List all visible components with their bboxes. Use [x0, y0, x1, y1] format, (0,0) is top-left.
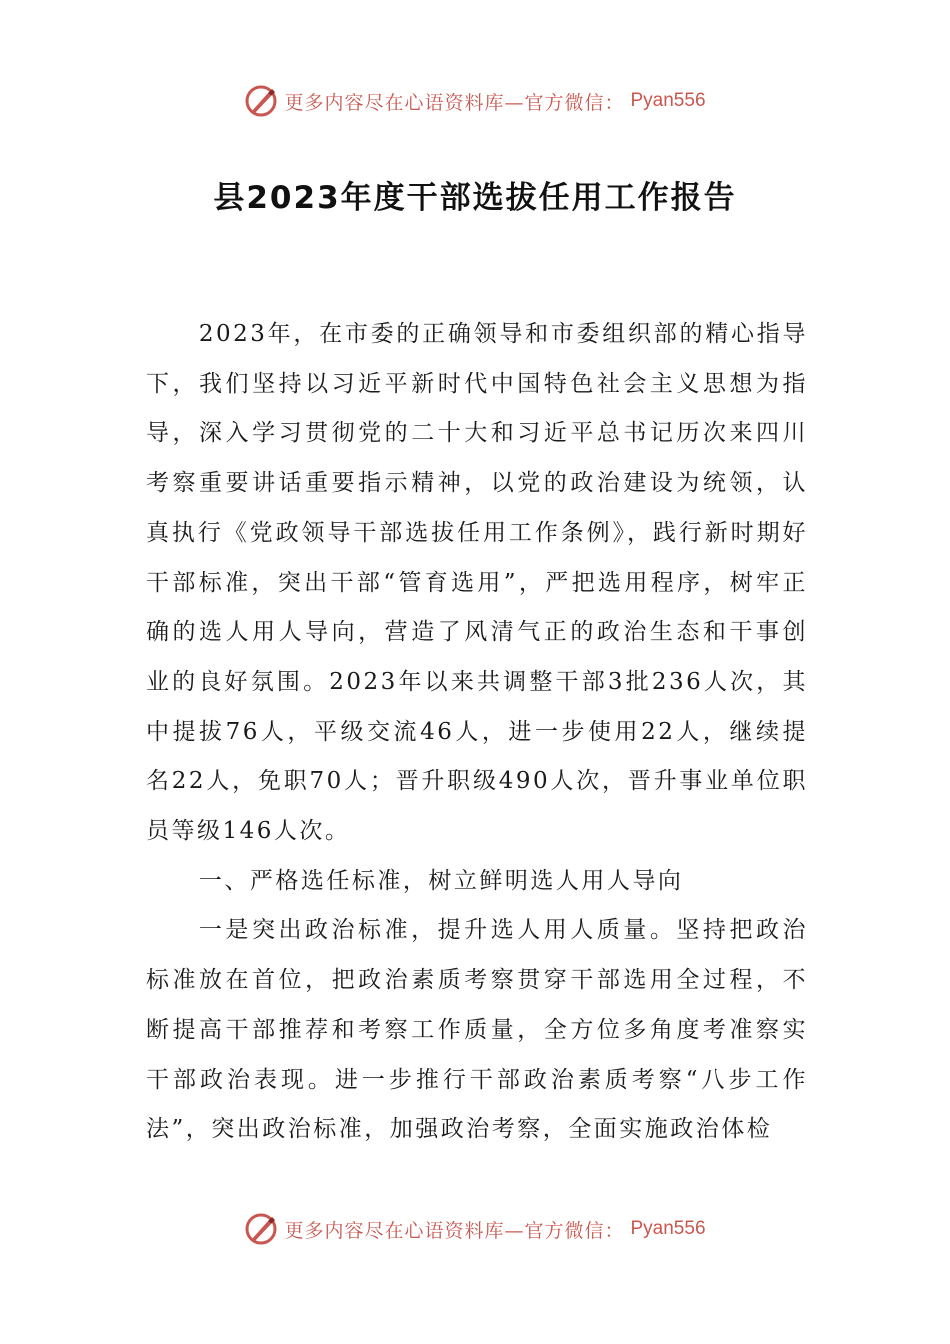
footer-watermark — [0, 1212, 950, 1246]
pen-circle-logo-icon — [244, 84, 278, 118]
document-title: 县2023年度干部选拔任用工作报告 — [213, 180, 737, 216]
pen-circle-logo-icon — [244, 1212, 278, 1246]
body-paragraph-intro: 2023年，在市委的正确领导和市委组织部的精心指导下，我们坚持以习近平新时代中国特色社会主义思想为指导，深入学习贯彻党的二十大和习近平总书记历次来四川考察重要讲话重要指示精神，以党的政治建设为统领，认真执行《党政领导干部选拔任用工作条例》，践行新时期好干部标准，突出干部“管育选用”，严把选用程序，树牢正确的选人用人导向，营造了风清气正的政治生态和干事创业的良好氛围。2023年以来共调整干部3批236人次，其中提拔76人，平级交流46人，进一步使用22人，继续提名22人，免职70人；晋升职级490人次，晋升事业单位职员等级146人次。 — [146, 321, 808, 845]
watermark-text: 更多内容尽在心语资料库—官方微信： — [284, 91, 625, 114]
watermark-text: 更多内容尽在心语资料库—官方微信： — [284, 1219, 625, 1242]
document-body — [146, 310, 808, 1155]
watermark-wechat-id: Pyan556 — [630, 90, 706, 111]
body-paragraph-political-standard: 一是突出政治标准，提升选人用人质量。坚持把政治标准放在首位，把政治素质考察贯穿干部选用全过程，不断提高干部推荐和考察工作质量，全方位多角度考准察实干部政治表现。进一步推行干部政治素质考察“八步工作法”，突出政治标准，加强政治考察，全面实施政治体检 — [146, 917, 808, 1143]
watermark-wechat-id: Pyan556 — [630, 1218, 706, 1239]
section-heading-1: 一、严格选任标准，树立鲜明选人用人导向 — [198, 867, 684, 894]
header-watermark — [0, 84, 950, 118]
